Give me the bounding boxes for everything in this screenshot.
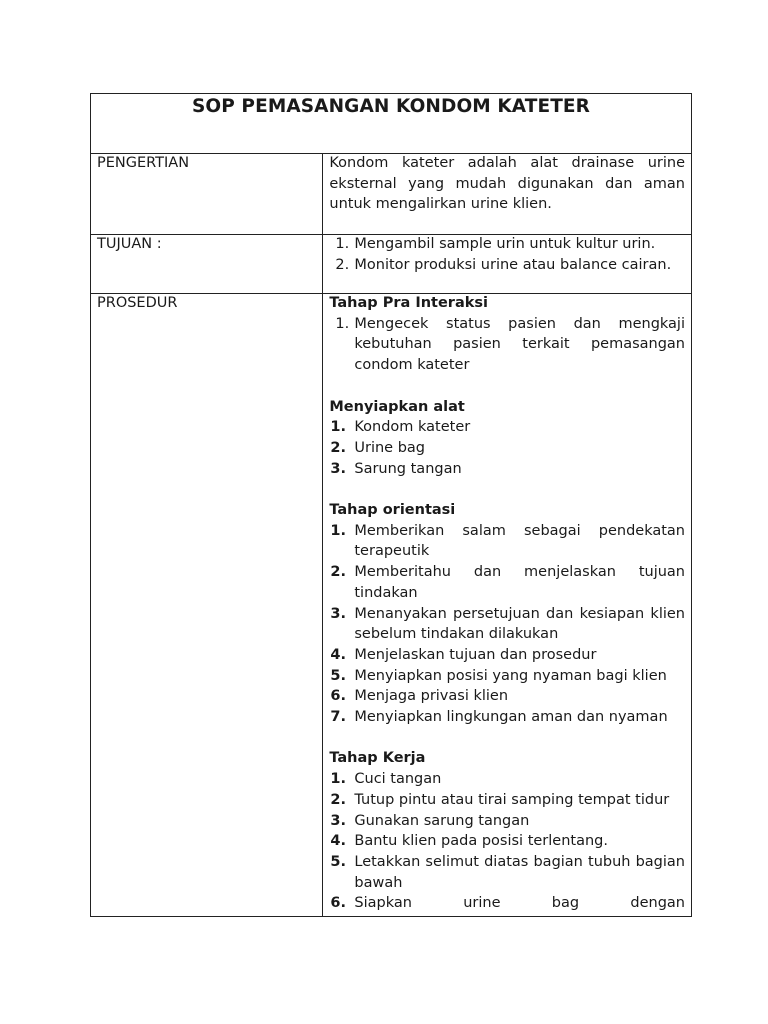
list-item (329, 852, 685, 893)
list-number: 2. (330, 791, 346, 808)
tujuan-label-cell (91, 235, 323, 294)
tujuan-label: TUJUAN : (97, 236, 162, 252)
list-item (329, 707, 685, 728)
tahap-orientasi-list (329, 521, 685, 728)
list-item (329, 438, 685, 459)
spacer (329, 376, 685, 397)
list-number: 6. (330, 895, 346, 912)
list-number: 2. (330, 439, 346, 456)
prosedur-content (329, 293, 685, 913)
list-item (329, 645, 685, 666)
pengertian-label-cell (91, 154, 323, 235)
list-item (329, 893, 685, 913)
list-number: 1. (330, 419, 346, 436)
prosedur-label: PROSEDUR (97, 295, 178, 311)
list-item (329, 769, 685, 790)
prosedur-label-cell (91, 294, 323, 917)
list-number: 3. (330, 812, 346, 829)
list-text: Memberitahu dan menjelaskan tujuan tindakan (354, 564, 685, 601)
list-text: Menjaga privasi klien (354, 688, 509, 705)
list-text: Menyiapkan lingkungan aman dan nyaman (354, 709, 668, 726)
list-number: 3. (330, 605, 346, 622)
list-text: Cuci tangan (354, 771, 442, 788)
list-text: Menyiapkan posisi yang nyaman bagi klien (354, 667, 667, 684)
list-number: 7. (330, 709, 346, 726)
list-text: Mengecek status pasien dan mengkaji kebutuhan pasien terkait pemasangan condom kateter (354, 315, 685, 374)
list-item (329, 255, 685, 276)
pengertian-row (91, 154, 692, 235)
tahap-kerja-list (329, 769, 685, 913)
title-row (91, 94, 692, 154)
list-text: Tutup pintu atau tirai samping tempat tidur (354, 791, 670, 808)
list-text: Bantu klien pada posisi terlentang. (354, 833, 608, 850)
list-item (329, 604, 685, 645)
list-number: 2. (335, 256, 350, 273)
list-number: 1. (335, 236, 350, 252)
list-number: 5. (330, 853, 346, 870)
list-number: 5. (330, 667, 346, 684)
pra-interaksi-list (329, 314, 685, 376)
list-text: Letakkan selimut diatas bagian tubuh bagian bawah (354, 853, 685, 891)
list-text: Memberikan salam sebagai pendekatan terapeutik (354, 522, 685, 560)
spacer (329, 479, 685, 500)
list-text: Sarung tangan (354, 460, 462, 477)
tujuan-row (91, 235, 692, 294)
pengertian-text: Kondom kateter adalah alat drainase urine eksternal yang mudah digunakan dan aman untuk mengalirkan urine klien. (329, 155, 685, 213)
tujuan-list (329, 234, 685, 275)
list-number: 1. (330, 771, 346, 788)
list-text: Urine bag (354, 439, 425, 456)
list-item (329, 666, 685, 687)
list-text: Menjelaskan tujuan dan prosedur (354, 646, 597, 663)
list-text: Siapkan urine bag dengan (354, 895, 685, 912)
list-number: 4. (330, 833, 346, 850)
spacer (329, 728, 685, 749)
list-item (329, 417, 685, 438)
menyiapkan-alat-list (329, 417, 685, 479)
section-heading-tahap-kerja: Tahap Kerja (329, 750, 426, 767)
list-item (329, 811, 685, 832)
list-item (329, 314, 685, 376)
tujuan-content-cell (323, 235, 692, 294)
title-cell (91, 94, 692, 154)
sop-table (90, 93, 692, 917)
list-text: Gunakan sarung tangan (354, 812, 530, 829)
pengertian-content-cell (323, 154, 692, 235)
list-number: 3. (330, 460, 346, 477)
list-item (329, 521, 685, 562)
prosedur-content-cell (323, 294, 692, 917)
list-item (329, 790, 685, 811)
list-number: 4. (330, 646, 346, 663)
section-heading-tahap-orientasi: Tahap orientasi (329, 502, 456, 518)
list-item (329, 234, 685, 255)
list-text: Menanyakan persetujuan dan kesiapan klien sebelum tindakan dilakukan (354, 605, 685, 643)
list-item (329, 686, 685, 707)
list-number: 2. (330, 564, 346, 581)
document-title: SOP PEMASANGAN KONDOM KATETER (191, 96, 591, 117)
list-number: 6. (330, 688, 346, 705)
list-number: 1. (335, 315, 350, 332)
list-item (329, 459, 685, 480)
list-item (329, 831, 685, 852)
list-number: 1. (330, 522, 346, 539)
list-text: Monitor produksi urine atau balance cairan. (354, 256, 672, 273)
pengertian-label: PENGERTIAN (97, 155, 190, 171)
prosedur-row (91, 294, 692, 917)
section-heading-pra-interaksi: Tahap Pra Interaksi (329, 295, 488, 311)
section-heading-menyiapkan-alat: Menyiapkan alat (329, 398, 465, 415)
list-text: Mengambil sample urin untuk kultur urin. (354, 236, 656, 252)
list-item (329, 562, 685, 603)
list-text: Kondom kateter (354, 419, 471, 436)
